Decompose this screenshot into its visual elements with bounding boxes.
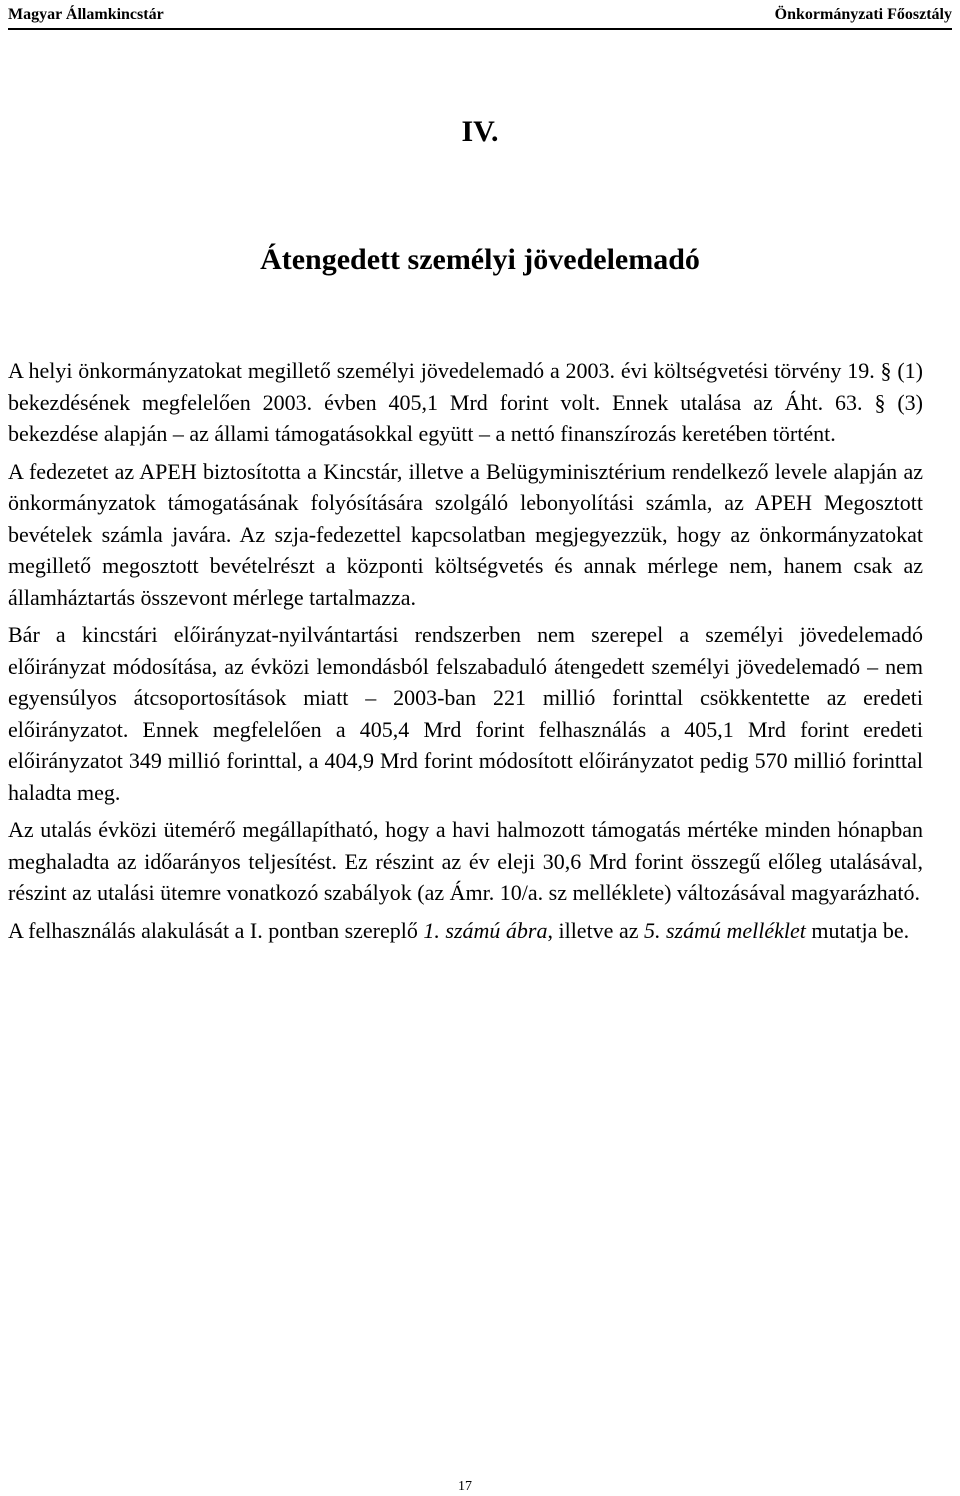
header-department: Önkormányzati Főosztály: [774, 6, 952, 23]
paragraph-5: [8, 915, 923, 947]
figure-reference: 1. számú ábra: [423, 917, 548, 943]
page-header: [8, 4, 952, 30]
page-number: 17: [458, 1479, 472, 1494]
paragraph-5-text: A felhasználás alakulását a I. pontban szereplő: [8, 917, 424, 943]
section-title: Átengedett személyi jövedelemadó: [260, 243, 700, 276]
paragraph-5-text: , illetve az: [547, 917, 644, 943]
appendix-reference: 5. számú melléklet: [643, 917, 806, 943]
paragraph-5-text: mutatja be.: [805, 917, 910, 943]
paragraph-1: A helyi önkormányzatokat megillető személyi jövedelemadó a 2003. évi költségvetési törvény 19. § (1) bekezdésének megfelelően 2003. évben 405,1 Mrd forint volt. Ennek utalása az Áht. 63. § (3) bekezdése alapján – az állami támogatásokkal együtt – a nettó finanszírozás keretében történt.: [8, 358, 923, 446]
chapter-number: IV.: [461, 115, 499, 148]
paragraph-3: Bár a kincstári előirányzat-nyilvántartási rendszerben nem szerepel a személyi jövedelemadó előirányzat módosítása, az évközi lemondásból felszabaduló átengedett személyi jövedelemadó – nem egyensúlyos átcsoportosítások miatt – 2003-ban 221 millió forinttal csökkentette az eredeti előirányzatot. Ennek megfelelően a 405,4 Mrd forint felhasználás a 405,1 Mrd forint eredeti előirányzatot 349 millió forinttal, a 404,9 Mrd forint módosított előirányzatot pedig 570 millió forinttal haladta meg.: [8, 622, 923, 805]
header-organization: Magyar Államkincstár: [8, 6, 164, 23]
paragraph-2: A fedezetet az APEH biztosította a Kincstár, illetve a Belügyminisztérium rendelkező levele alapján az önkormányzatok támogatásának folyósítására szolgáló lebonyolítási számla, az APEH Megosztott bevételek számla javára. Az szja-fedezettel kapcsolatban megjegyezzük, hogy az önkormányzatokat megillető megosztott bevételrészt a központi költségvetés és annak mérlege nem, hanem csak az államháztartás összevont mérlege tartalmazza.: [8, 458, 923, 610]
body-text: [8, 355, 923, 952]
paragraph-4: Az utalás évközi ütemérő megállapítható, hogy a havi halmozott támogatás mértéke minden hónapban meghaladta az időarányos teljesítést. Ez részint az év eleji 30,6 Mrd forint összegű előleg utalásával, részint az utalási ütemre vonatkozó szabályok (az Ámr. 10/a. sz melléklete) változásával magyarázható.: [8, 817, 923, 905]
